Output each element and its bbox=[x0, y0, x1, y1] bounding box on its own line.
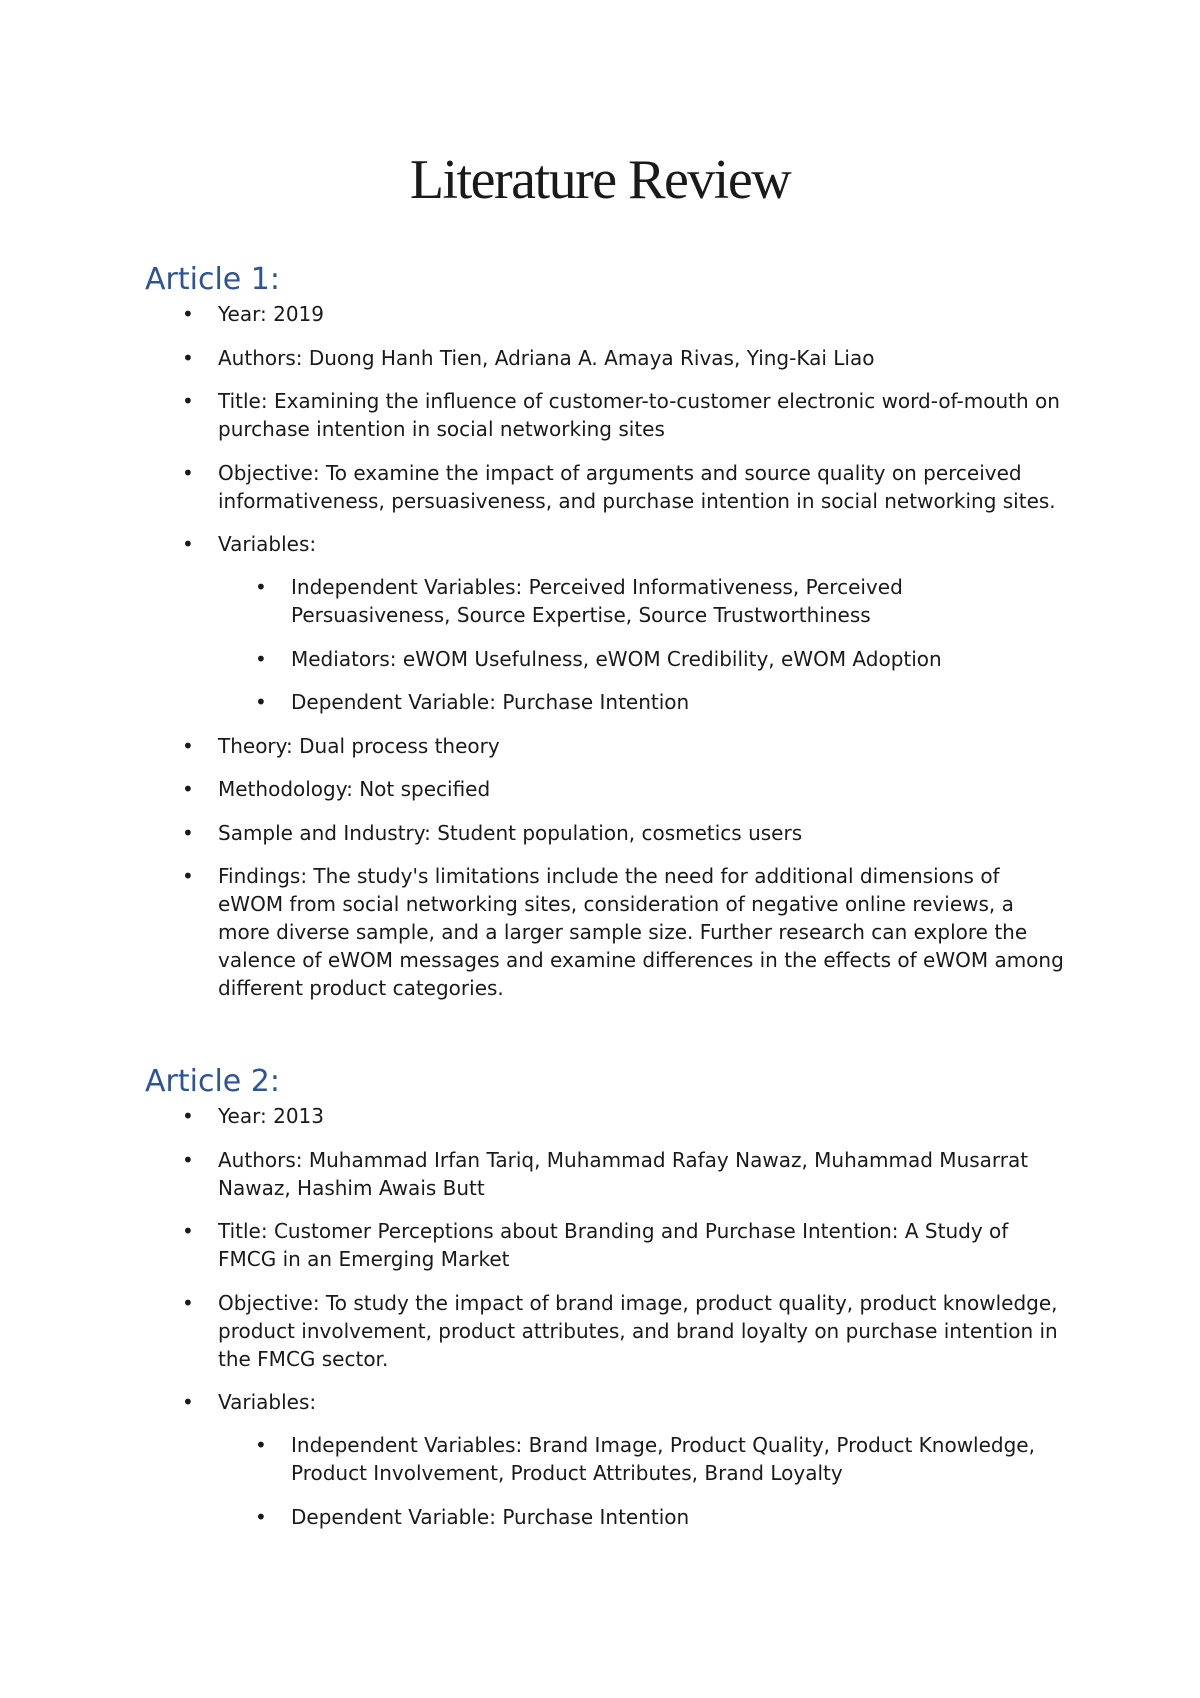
variables-label: Variables: bbox=[218, 1390, 317, 1414]
variables-label: Variables: bbox=[218, 532, 317, 556]
findings-item: • Findings: The study's limitations include the need for additional dimensions of eWOM from social networking sites, consideration of negative online reviews, a more diverse sample, and a larger sample size. Further research can explore the valence of eWOM messages and examine differences in the effects of eWOM among different product categories. bbox=[145, 862, 1065, 1002]
theory-item: • Theory: Dual process theory bbox=[145, 732, 1065, 760]
article-details-list bbox=[145, 300, 1065, 1002]
article-heading: Article 2: bbox=[145, 1064, 280, 1099]
title-item: • Title: Customer Perceptions about Branding and Purchase Intention: A Study of FMCG in an Emerging Market bbox=[145, 1217, 1065, 1273]
article-section bbox=[145, 262, 1065, 1018]
variable-item: • Independent Variables: Brand Image, Product Quality, Product Knowledge, Product Involvement, Product Attributes, Brand Loyalty bbox=[218, 1431, 1065, 1487]
year-item: • Year: 2013 bbox=[145, 1102, 1065, 1130]
objective-item: • Objective: To examine the impact of arguments and source quality on perceived informativeness, persuasiveness, and purchase intention in social networking sites. bbox=[145, 459, 1065, 515]
variable-item: • Dependent Variable: Purchase Intention bbox=[218, 1503, 1065, 1531]
year-item: • Year: 2019 bbox=[145, 300, 1065, 328]
title-item: • Title: Examining the influence of customer-to-customer electronic word-of-mouth on purchase intention in social networking sites bbox=[145, 387, 1065, 443]
article-details-list bbox=[145, 1102, 1065, 1531]
variables-item bbox=[145, 530, 1065, 716]
variables-list bbox=[218, 573, 1065, 716]
objective-item: • Objective: To study the impact of brand image, product quality, product knowledge, product involvement, product attributes, and brand loyalty on purchase intention in the FMCG sector. bbox=[145, 1289, 1065, 1373]
variable-item: • Mediators: eWOM Usefulness, eWOM Credibility, eWOM Adoption bbox=[218, 645, 1065, 673]
document-title: Literature Review bbox=[409, 149, 791, 211]
authors-item: • Authors: Duong Hanh Tien, Adriana A. Amaya Rivas, Ying-Kai Liao bbox=[145, 344, 1065, 372]
article-heading: Article 1: bbox=[145, 262, 280, 297]
variable-item: • Independent Variables: Perceived Informativeness, Perceived Persuasiveness, Source Expertise, Source Trustworthiness bbox=[218, 573, 1065, 629]
variables-item bbox=[145, 1388, 1065, 1531]
sample-item: • Sample and Industry: Student population, cosmetics users bbox=[145, 819, 1065, 847]
authors-item: • Authors: Muhammad Irfan Tariq, Muhammad Rafay Nawaz, Muhammad Musarrat Nawaz, Hashim Awais Butt bbox=[145, 1146, 1065, 1202]
methodology-item: • Methodology: Not specified bbox=[145, 775, 1065, 803]
variable-item: • Dependent Variable: Purchase Intention bbox=[218, 688, 1065, 716]
variables-list bbox=[218, 1431, 1065, 1531]
article-section bbox=[145, 1064, 1065, 1546]
